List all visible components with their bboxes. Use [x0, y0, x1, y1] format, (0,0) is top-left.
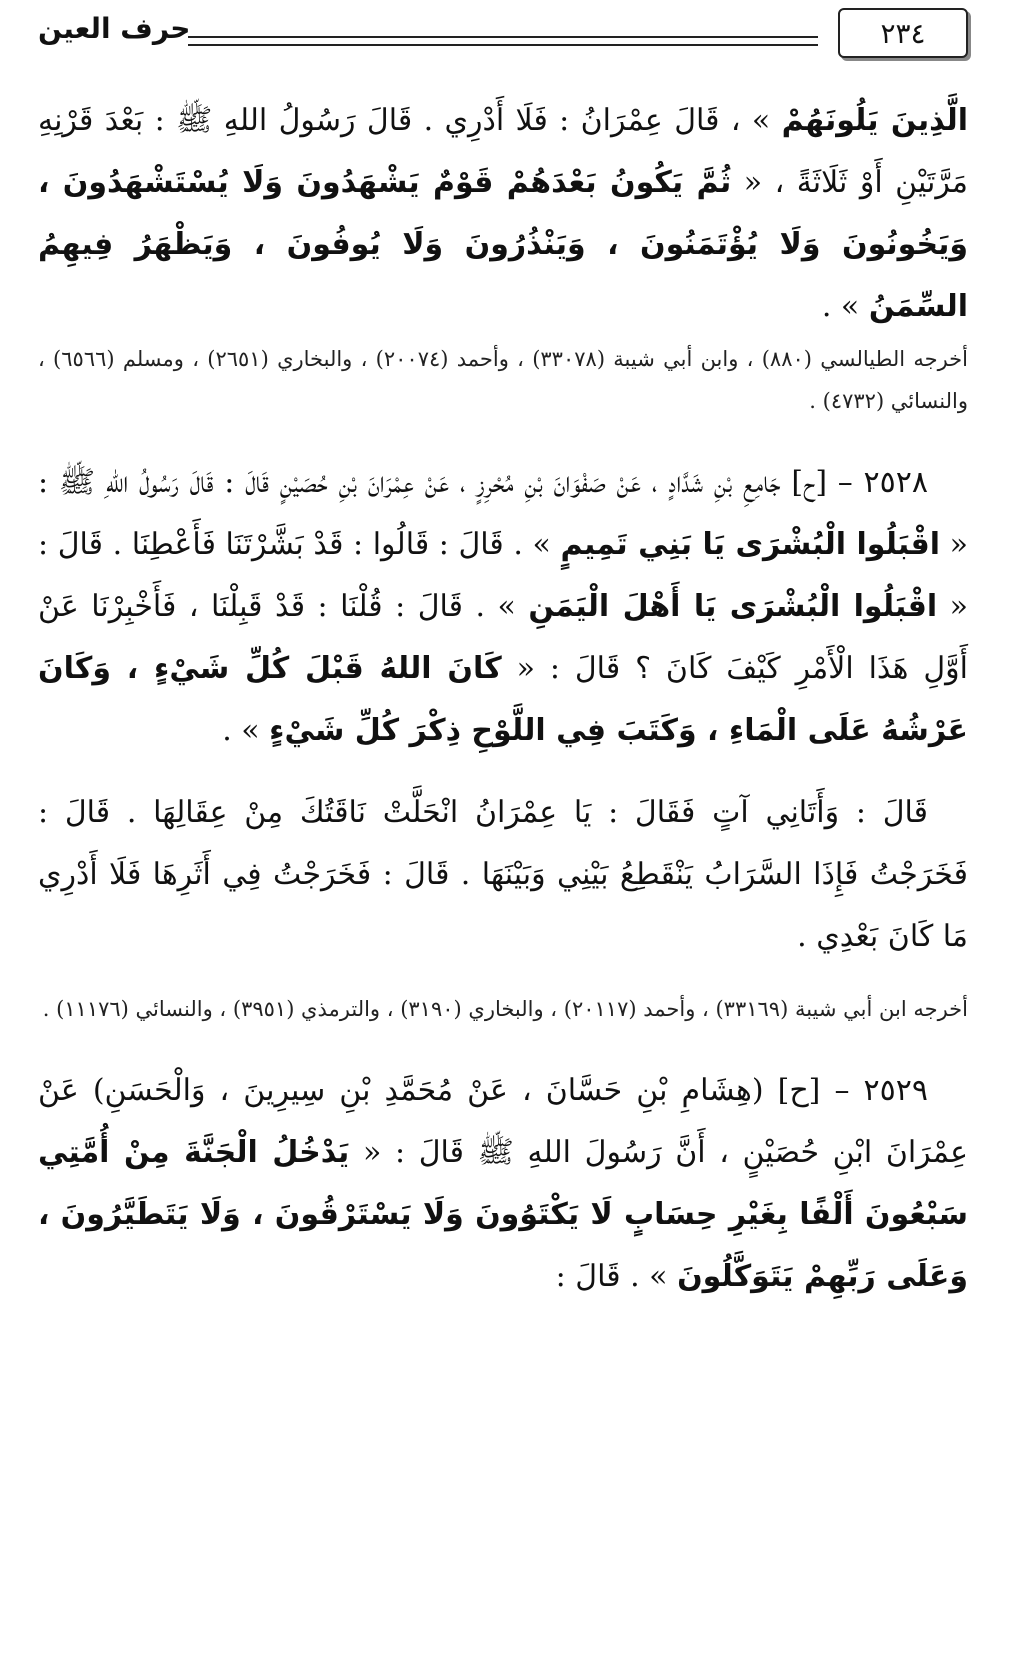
hadith-text-bold: كَانَ اللهُ قَبْلَ كُلِّ شَيْءٍ ، وَكَانَ عَرْشُهُ عَلَى الْمَاءِ ، وَكَتَبَ فِي اللَّوْحِ ذِكْرَ كُلِّ شَيْءٍ	[38, 651, 968, 748]
page-number: ٢٣٤	[880, 16, 926, 50]
isnad-text: [ح] جَامِعِ بْنِ شَدَّادٍ ، عَنْ صَفْوَانَ بْنِ مُحْرِزٍ ، عَنْ عِمْرَانَ بْنِ حُصَيْنٍ قَالَ : قَالَ رَسُولُ اللهِ ﷺ : «	[38, 465, 969, 562]
narration-text: » . قَالَ : قَالُوا : قَدْ بَشَّرْتَنَا فَأَعْطِنَا . قَالَ : «	[38, 527, 969, 624]
hadith-text-bold: يَدْخُلُ الْجَنَّةَ مِنْ أُمَّتِي سَبْعُونَ أَلْفًا بِغَيْرِ حِسَابٍ لَا يَكْتَوُونَ وَلَا يَسْتَرْقُونَ ، وَلَا يَتَطَيَّرُونَ ، وَعَلَى رَبِّهِمْ يَتَوَكَّلُونَ	[38, 1135, 968, 1294]
narration-text: » .	[821, 289, 869, 324]
narration-text: » . قَالَ : قُلْنَا : قَدْ قَبِلْنَا ، فَأَخْبِرْنَا عَنْ أَوَّلِ هَذَا الْأَمْرِ كَيْفَ كَانَ ؟ قَالَ : «	[38, 589, 969, 686]
hadith-2528	[38, 452, 968, 762]
hadith-text-bold: الَّذِينَ يَلُونَهُمْ	[781, 103, 968, 138]
page-content	[38, 90, 968, 1308]
hadith-continuation	[38, 90, 968, 338]
isnad-text: [ح] (هِشَامِ بْنِ حَسَّانَ ، عَنْ مُحَمَّدِ بْنِ سِيرِينَ ، وَالْحَسَنِ) عَنْ عِمْرَانَ ابْنِ حُصَيْنٍ ، أَنَّ رَسُولَ اللهِ ﷺ قَالَ : «	[38, 1073, 968, 1170]
header-divider	[188, 36, 818, 46]
takhrij-note: أخرجه الطيالسي (٨٨٠) ، وابن أبي شيبة (٣٣٠٧٨) ، وأحمد (٢٠٠٧٤) ، والبخاري (٢٦٥١) ، ومسلم (٦٥٦٦) ، والنسائي (٤٧٣٢) .	[38, 347, 968, 413]
hadith-text-bold: اقْبَلُوا الْبُشْرَى يَا بَنِي تَمِيمٍ	[560, 527, 941, 562]
page-header	[38, 8, 968, 58]
narration-text: » .	[222, 713, 270, 748]
hadith-text-bold: اقْبَلُوا الْبُشْرَى يَا أَهْلَ الْيَمَنِ	[528, 589, 938, 624]
narration-text: » ، قَالَ عِمْرَانُ : فَلَا أَدْرِي . قَالَ رَسُولُ اللهِ ﷺ : بَعْدَ قَرْنِهِ مَرَّتَيْنِ أَوْ ثَلَاثَةً ، «	[38, 103, 968, 200]
hadith-number: ٢٥٢٨ –	[827, 465, 928, 500]
chapter-title: حرف العين	[38, 12, 191, 45]
page-number-box	[838, 8, 968, 58]
hadith-number: ٢٥٢٩ –	[820, 1073, 928, 1108]
hadith-2529	[38, 1060, 968, 1308]
narration-text: » . قَالَ :	[555, 1259, 678, 1294]
takhrij-note: أخرجه ابن أبي شيبة (٣٣١٦٩) ، وأحمد (٢٠١١٧) ، والبخاري (٣١٩٠) ، والترمذي (٣٩٥١) ، والنسائي (١١١٧٦) .	[42, 997, 968, 1021]
hadith-text-bold: ثُمَّ يَكُونُ بَعْدَهُمْ قَوْمٌ يَشْهَدُونَ وَلَا يُسْتَشْهَدُونَ ، وَيَخُونُونَ وَلَا يُؤْتَمَنُونَ ، وَيَنْذُرُونَ وَلَا يُوفُونَ ، وَيَظْهَرُ فِيهِمُ السِّمَنُ	[38, 165, 968, 324]
hadith-2528-continuation: قَالَ : وَأَتَانِي آتٍ فَقَالَ : يَا عِمْرَانُ انْحَلَّتْ نَاقَتُكَ مِنْ عِقَالِهَا . قَالَ : فَخَرَجْتُ فَإِذَا السَّرَابُ يَنْقَطِعُ بَيْنِي وَبَيْنَهَا . قَالَ : فَخَرَجْتُ فِي أَثَرِهَا فَلَا أَدْرِي مَا كَانَ بَعْدِي .	[38, 795, 968, 954]
